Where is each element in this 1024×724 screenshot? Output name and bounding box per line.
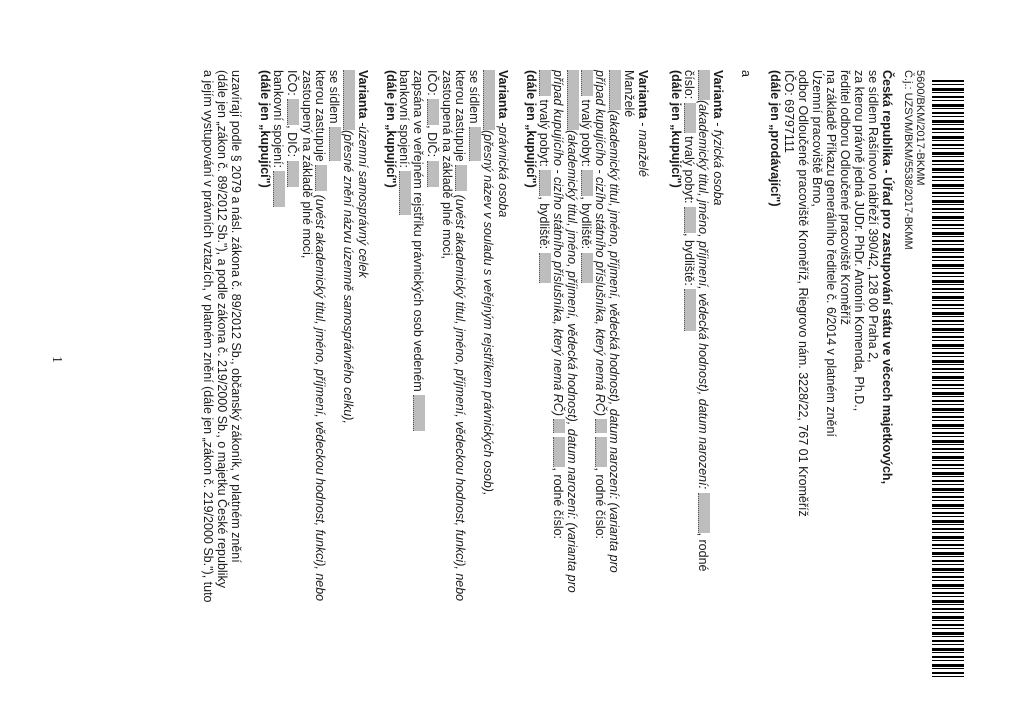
redacted-field [329, 127, 341, 161]
seller-line: odbor Odloučené pracoviště Kroměříž, Riegrovo nám. 3228/22, 767 01 Kroměříž [796, 70, 810, 517]
variant-line: zastoupený na základě plné moci, [300, 70, 314, 259]
seller-line: IČO: 69797111 [782, 70, 796, 153]
redacted-field [581, 253, 593, 283]
variant-line: zastoupená na základě plné moci, [440, 70, 454, 260]
seller-line: ředitel odboru Odloučené pracoviště Kroměříž [838, 70, 852, 325]
redacted-field [581, 70, 593, 96]
seller-closing: (dále jen „prodávající") [768, 70, 782, 207]
redacted-field [698, 70, 710, 100]
redacted-field [539, 253, 551, 283]
variant-line: kterou zastupuje (uvést akademický titul, jméno, příjmení, vědeckou hodnost, funkci), nebo [313, 70, 327, 602]
variant-line: případ kupujícího - cizího státního příslušníka, který nemá RČ) , rodné číslo: [593, 70, 607, 540]
redacted-field [553, 437, 565, 467]
redacted-field [427, 99, 439, 125]
redacted-field [455, 165, 467, 191]
redacted-field [581, 170, 593, 196]
variant-line: se sídlem [327, 70, 341, 161]
page-number: 1 [49, 356, 64, 363]
variant-line: (akademický titul, jméno, příjmení, vědecká hodnost), datum narození: , rodné [696, 70, 710, 571]
buyer-closing: (dále jen „kupující") [258, 70, 272, 188]
variant-line: Manželé [622, 70, 636, 118]
redacted-field [315, 165, 327, 191]
redacted-field [287, 99, 299, 125]
variant-line: kterou zastupuje (uvést akademický titul, jméno, příjmení, vědeckou hodnost, funkci), nebo [453, 70, 467, 602]
redacted-field [399, 171, 411, 215]
redacted-field [684, 207, 696, 233]
buyer-closing: (dále jen „kupující") [669, 70, 683, 188]
variant-heading: Varianta - manželé [636, 70, 650, 177]
variant-line: číslo: trvalý pobyt: , bydliště: [682, 70, 696, 331]
seller-line: za kterou právně jedná JUDr. PhDr. Antonín Komenda, Ph.D., [852, 70, 866, 412]
redacted-field [684, 103, 696, 133]
redacted-field [427, 161, 439, 187]
redacted-field [273, 171, 285, 207]
contract-intro-line: (dále jen „zákon č. 89/2012 Sb."), a podle zákona č. 219/2000 Sb., o majetku České republiky [215, 70, 229, 588]
buyer-closing: (dále jen „kupující") [524, 70, 538, 188]
variant-line: zapsána ve veřejném rejstříku právnických osob vedeném [411, 70, 425, 431]
redacted-field [483, 70, 495, 130]
variant-line: se sídlem [467, 70, 481, 161]
redacted-field [609, 70, 621, 110]
redacted-field [698, 493, 710, 533]
case-number: Č.j.: UZSVM/BKM/5538/2017-BKMM [902, 70, 914, 250]
redacted-field [343, 70, 355, 130]
conjunction: a [739, 70, 753, 77]
variant-line: IČO: , DIČ: [425, 70, 439, 187]
redacted-field [595, 437, 607, 467]
redacted-field [595, 419, 607, 433]
seller-name: Česká republika - Úřad pro zastupování státu ve věcech majetkových, [880, 70, 894, 485]
variant-line: trvalý pobyt: , bydliště: [579, 70, 593, 283]
variant-heading: Varianta - fyzická osoba [711, 70, 725, 206]
variant-line: bankovní spojení: [271, 70, 285, 207]
variant-line: případ kupujícího - cizího státního příslušníka, který nemá RČ) , rodné číslo: [551, 70, 565, 540]
variant-heading: Varianta -právnická osoba [496, 70, 510, 218]
variant-line: (akademický titul, jméno, příjmení, vědecká hodnost), datum narození: (varianta pro [607, 70, 621, 573]
redacted-field [567, 70, 579, 130]
variant-line: (akademický titul, jméno, příjmení, vědecká hodnost), datum narození: (varianta pro [565, 70, 579, 593]
variant-line: trvalý pobyt: , bydliště: [537, 70, 551, 283]
contract-intro-line: a jejím vystupování v právních vztazích, v platném znění (dále jen „zákon č. 219/2000 Sb."), tuto [201, 70, 215, 603]
variant-line: (přesné znění názvu územně samosprávného celku), [341, 70, 355, 424]
redacted-field [539, 70, 551, 96]
variant-heading: Varianta -územní samosprávný celek [356, 70, 370, 278]
variant-line: (přesný název v souladu s veřejným rejstříkem právnických osob), [481, 70, 495, 495]
redacted-field [413, 395, 425, 431]
seller-line: na základě Příkazu generálního ředitele č. 6/2014 v platném znění [824, 70, 838, 437]
redacted-field [287, 161, 299, 187]
redacted-field [684, 289, 696, 331]
variant-line: bankovní spojení: [397, 70, 411, 215]
redacted-field [553, 419, 565, 433]
redacted-field [539, 170, 551, 196]
contract-intro-line: uzavírají podle § 2079 a násl. zákona č. 89/2012 Sb., občanský zákoník, v platném znění [229, 70, 243, 563]
seller-line: Územní pracoviště Brno, [810, 70, 824, 207]
reference-number: 5600/BKM/2017-BKMM [914, 70, 926, 186]
barcode [932, 80, 964, 680]
variant-line: IČO: , DIČ: [285, 70, 299, 187]
seller-line: se sídlem Rašínovo nábřeží 390/42, 128 00 Praha 2, [866, 70, 880, 363]
redacted-field [469, 127, 481, 161]
buyer-closing: (dále jen „kupující") [384, 70, 398, 188]
